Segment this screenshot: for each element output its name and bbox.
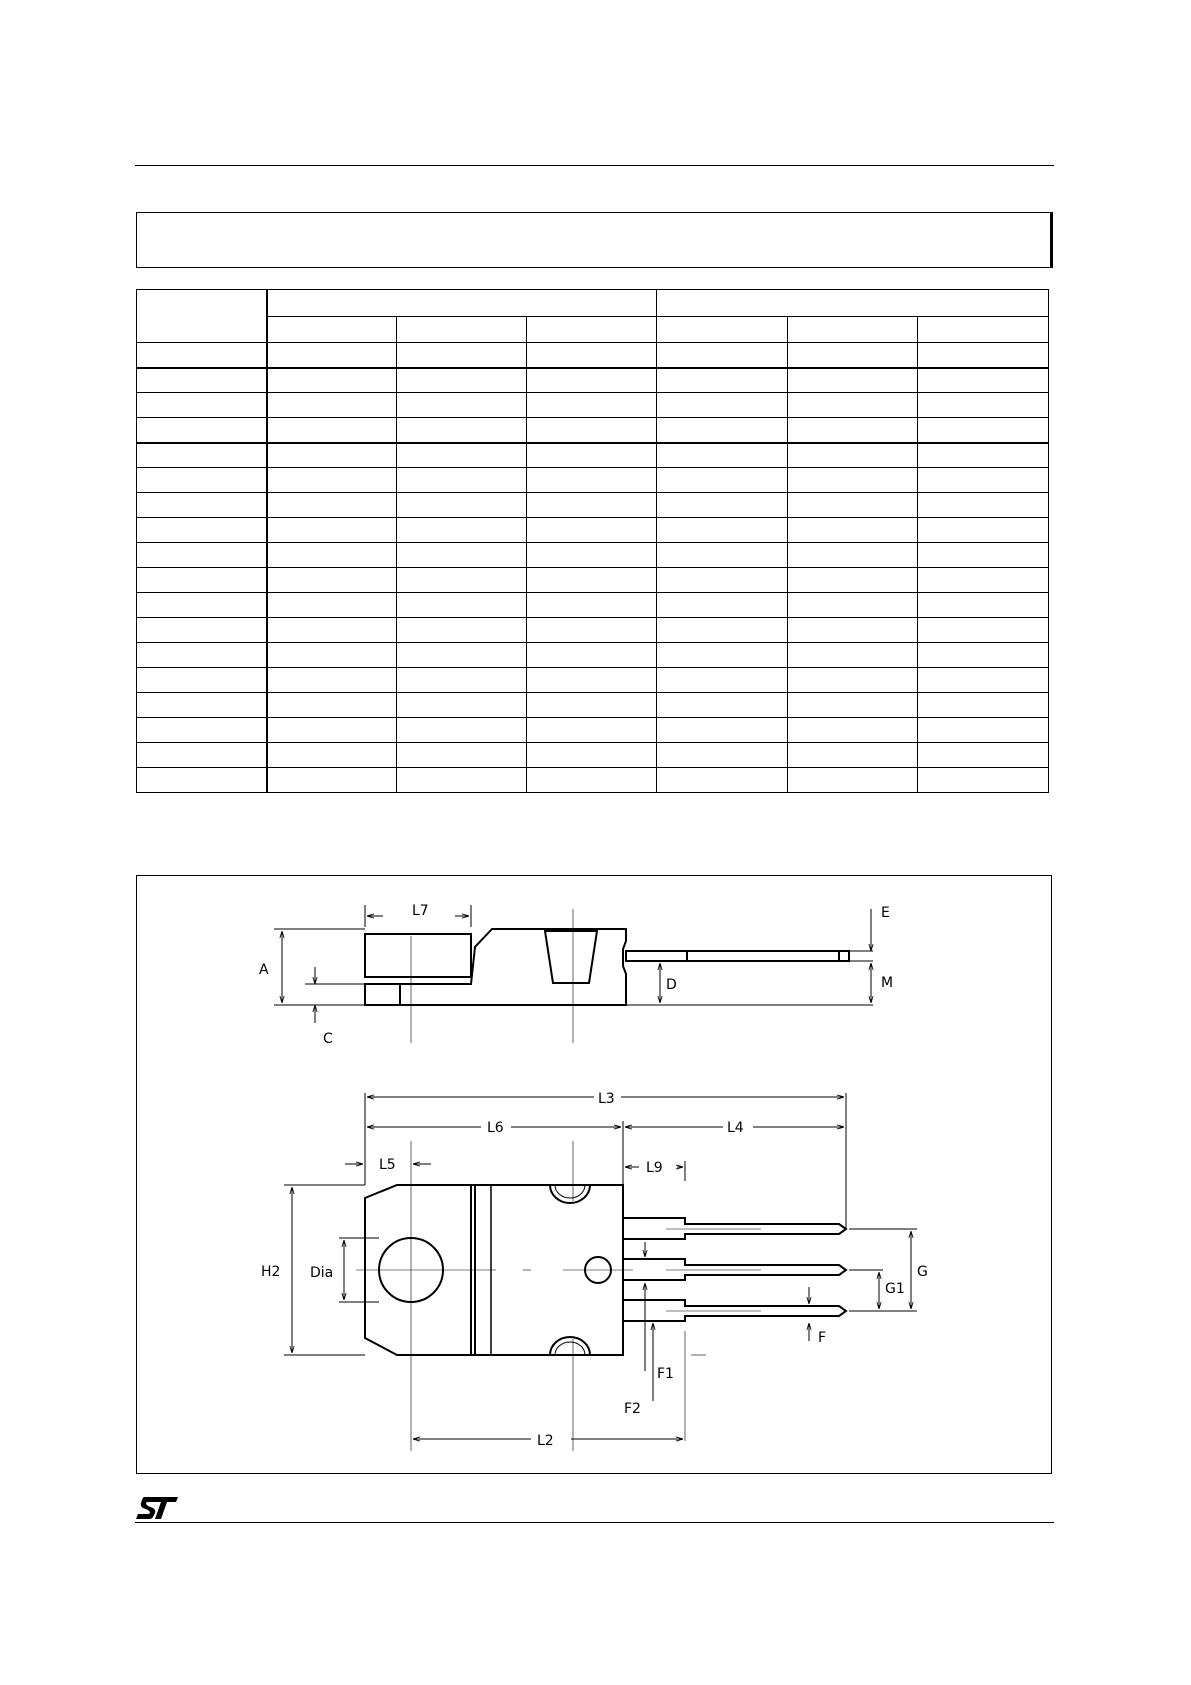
table-cell xyxy=(397,593,527,618)
table-cell xyxy=(527,668,657,693)
table-cell xyxy=(788,468,918,493)
table-cell xyxy=(137,618,267,643)
table-cell xyxy=(137,343,267,368)
table-cell xyxy=(918,643,1049,668)
table-cell xyxy=(267,443,397,468)
table-header-cell xyxy=(657,290,1049,317)
table-cell xyxy=(788,418,918,443)
table-cell xyxy=(788,568,918,593)
table-cell xyxy=(137,593,267,618)
table-cell xyxy=(657,518,788,543)
table-cell xyxy=(527,393,657,418)
table-cell xyxy=(527,618,657,643)
dim-label-M: M xyxy=(881,975,894,991)
lead-1 xyxy=(623,1218,846,1239)
table-row xyxy=(137,368,1049,393)
table-cell xyxy=(657,593,788,618)
table-cell xyxy=(918,543,1049,568)
table-cell xyxy=(397,568,527,593)
table-cell xyxy=(918,568,1049,593)
table-cell xyxy=(657,368,788,393)
table-header-cell xyxy=(267,317,397,343)
table-cell xyxy=(397,693,527,718)
table-cell xyxy=(137,368,267,393)
table-cell xyxy=(267,768,397,793)
table-cell xyxy=(137,393,267,418)
table-cell xyxy=(788,343,918,368)
side-view-body xyxy=(365,929,626,1005)
table-row xyxy=(137,618,1049,643)
dim-label-L3: L3 xyxy=(598,1091,615,1107)
table-cell xyxy=(918,618,1049,643)
table-cell xyxy=(918,418,1049,443)
table-body xyxy=(137,343,1049,793)
table-row xyxy=(137,393,1049,418)
table-cell xyxy=(267,718,397,743)
table-cell xyxy=(397,493,527,518)
top-view xyxy=(261,1091,928,1451)
table-header-cell xyxy=(788,317,918,343)
table-cell xyxy=(267,743,397,768)
dim-label-F1: F1 xyxy=(657,1366,674,1382)
table-cell xyxy=(267,618,397,643)
table-row xyxy=(137,718,1049,743)
table-cell xyxy=(137,543,267,568)
table-cell xyxy=(137,768,267,793)
table-cell xyxy=(527,643,657,668)
lead-2 xyxy=(623,1259,846,1280)
table-cell xyxy=(397,443,527,468)
table-cell xyxy=(267,418,397,443)
table-cell xyxy=(918,343,1049,368)
table-cell xyxy=(527,418,657,443)
table-cell xyxy=(657,393,788,418)
table-cell xyxy=(788,593,918,618)
table-cell xyxy=(267,568,397,593)
dim-label-C: C xyxy=(323,1031,333,1047)
table-cell xyxy=(137,668,267,693)
table-cell xyxy=(397,543,527,568)
table-cell xyxy=(788,643,918,668)
table-cell xyxy=(788,443,918,468)
table-cell xyxy=(267,393,397,418)
table-cell xyxy=(788,693,918,718)
table-cell xyxy=(397,518,527,543)
table-cell xyxy=(397,618,527,643)
table-cell xyxy=(788,668,918,693)
table-cell xyxy=(657,343,788,368)
dim-label-L9: L9 xyxy=(646,1160,663,1176)
dim-label-L2: L2 xyxy=(537,1433,554,1449)
table-row xyxy=(137,343,1049,368)
dim-label-L4: L4 xyxy=(727,1120,744,1136)
table-cell xyxy=(657,768,788,793)
table-cell xyxy=(657,618,788,643)
table-cell xyxy=(788,718,918,743)
table-cell xyxy=(788,543,918,568)
table-cell xyxy=(657,493,788,518)
table-cell xyxy=(527,593,657,618)
table-cell xyxy=(137,643,267,668)
table-cell xyxy=(527,718,657,743)
table-cell xyxy=(267,593,397,618)
st-logo xyxy=(134,1495,182,1521)
table-cell xyxy=(137,718,267,743)
table-cell xyxy=(918,593,1049,618)
table-cell xyxy=(397,768,527,793)
table-cell xyxy=(137,418,267,443)
table-cell xyxy=(527,468,657,493)
table-cell xyxy=(527,443,657,468)
dim-label-H2: H2 xyxy=(261,1264,281,1280)
table-row xyxy=(137,468,1049,493)
table-cell xyxy=(657,468,788,493)
table-header-cell xyxy=(137,290,267,343)
table-row xyxy=(137,418,1049,443)
table-cell xyxy=(397,643,527,668)
table-cell xyxy=(137,743,267,768)
table-header-cell xyxy=(267,290,657,317)
dim-label-G: G xyxy=(917,1264,928,1280)
dim-label-G1: G1 xyxy=(885,1281,905,1297)
table-cell xyxy=(918,493,1049,518)
dim-label-E: E xyxy=(881,905,890,921)
table-cell xyxy=(788,743,918,768)
table-cell xyxy=(657,543,788,568)
table-row xyxy=(137,643,1049,668)
table-cell xyxy=(527,543,657,568)
dim-label-L5: L5 xyxy=(379,1157,396,1173)
table-cell xyxy=(137,518,267,543)
table-cell xyxy=(137,468,267,493)
table-cell xyxy=(657,418,788,443)
table-cell xyxy=(397,668,527,693)
table-cell xyxy=(918,518,1049,543)
table-row xyxy=(137,593,1049,618)
side-view xyxy=(259,903,893,1047)
table-cell xyxy=(527,768,657,793)
table-cell xyxy=(657,718,788,743)
table-cell xyxy=(527,693,657,718)
table-cell xyxy=(918,468,1049,493)
table-row xyxy=(137,493,1049,518)
table-cell xyxy=(918,768,1049,793)
table-cell xyxy=(267,643,397,668)
table-cell xyxy=(788,768,918,793)
side-view-lead xyxy=(626,951,849,961)
table-row xyxy=(137,543,1049,568)
title-box xyxy=(136,212,1053,268)
table-cell xyxy=(527,368,657,393)
dim-label-F2: F2 xyxy=(624,1401,641,1417)
header-rule xyxy=(135,165,1054,166)
table-header-cell xyxy=(397,317,527,343)
table-cell xyxy=(918,718,1049,743)
table-cell xyxy=(137,568,267,593)
table-cell xyxy=(397,418,527,443)
table-row xyxy=(137,693,1049,718)
table-cell xyxy=(137,443,267,468)
table-cell xyxy=(657,743,788,768)
table-cell xyxy=(397,343,527,368)
table-cell xyxy=(788,393,918,418)
table-header-cell xyxy=(527,317,657,343)
lead-3 xyxy=(623,1300,846,1321)
table-cell xyxy=(788,518,918,543)
table-cell xyxy=(788,368,918,393)
table-cell xyxy=(788,618,918,643)
table-cell xyxy=(527,518,657,543)
table-row xyxy=(137,668,1049,693)
table-row xyxy=(137,518,1049,543)
side-view-screw-hole xyxy=(545,931,597,983)
dim-label-L6: L6 xyxy=(487,1120,504,1136)
table-cell xyxy=(267,518,397,543)
footer-rule xyxy=(135,1522,1054,1523)
dim-label-Dia: Dia xyxy=(310,1265,334,1281)
table-cell xyxy=(267,493,397,518)
table-cell xyxy=(267,543,397,568)
table-row xyxy=(137,568,1049,593)
table-header-row xyxy=(137,290,1049,317)
table-cell xyxy=(918,668,1049,693)
table-cell xyxy=(267,468,397,493)
table-row xyxy=(137,443,1049,468)
table-cell xyxy=(527,343,657,368)
table-cell xyxy=(267,668,397,693)
table-cell xyxy=(267,693,397,718)
table-header-cell xyxy=(657,317,788,343)
table-cell xyxy=(527,493,657,518)
dim-label-F: F xyxy=(818,1330,827,1346)
table-cell xyxy=(657,668,788,693)
dim-label-A: A xyxy=(259,962,269,978)
table-cell xyxy=(657,693,788,718)
table-cell xyxy=(137,693,267,718)
table-cell xyxy=(397,718,527,743)
table-cell xyxy=(657,443,788,468)
table-cell xyxy=(918,743,1049,768)
dim-label-D: D xyxy=(666,977,677,993)
table-row xyxy=(137,743,1049,768)
table-cell xyxy=(788,493,918,518)
table-row xyxy=(137,768,1049,793)
package-drawing xyxy=(137,876,1051,1473)
table-cell xyxy=(918,368,1049,393)
table-cell xyxy=(657,643,788,668)
table-cell xyxy=(527,568,657,593)
table-cell xyxy=(918,693,1049,718)
table-cell xyxy=(918,393,1049,418)
table-cell xyxy=(918,443,1049,468)
table-cell xyxy=(397,468,527,493)
table-cell xyxy=(657,568,788,593)
drawing-frame xyxy=(136,875,1052,1474)
table-cell xyxy=(397,393,527,418)
table-cell xyxy=(267,368,397,393)
side-view-tab xyxy=(365,934,471,977)
table-cell xyxy=(397,368,527,393)
table-cell xyxy=(137,493,267,518)
dim-label-L7: L7 xyxy=(412,903,429,919)
dimension-table xyxy=(136,289,1049,793)
table-cell xyxy=(527,743,657,768)
table-header-row xyxy=(137,317,1049,343)
table-header-cell xyxy=(918,317,1049,343)
table-cell xyxy=(267,343,397,368)
table-cell xyxy=(397,743,527,768)
